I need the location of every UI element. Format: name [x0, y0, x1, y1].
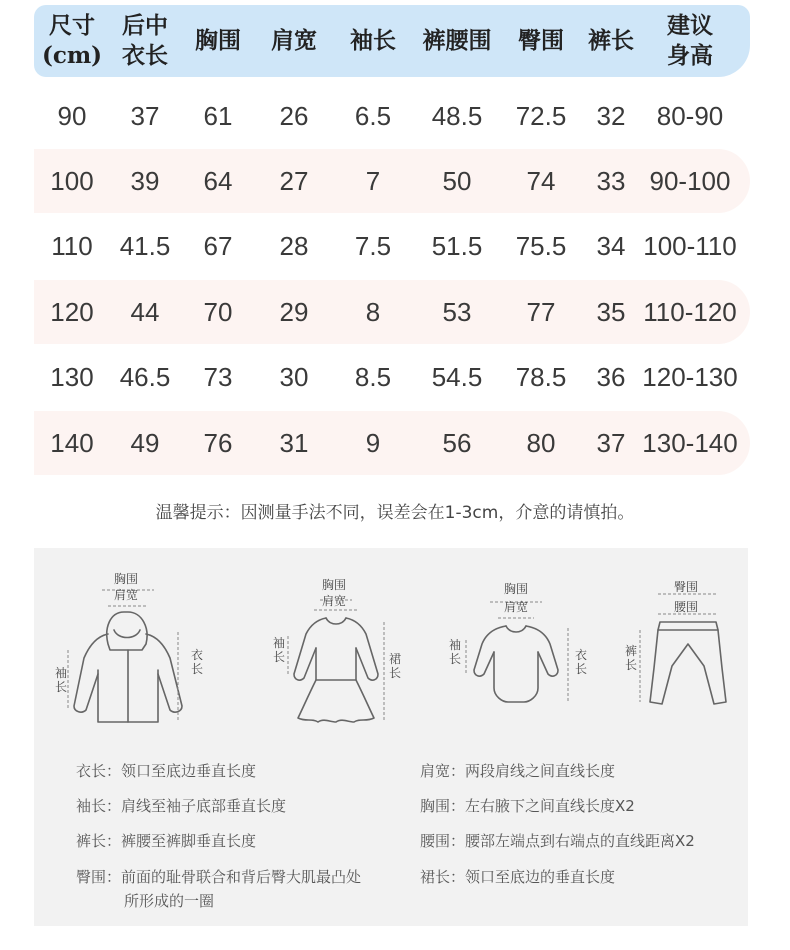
table-cell: 51.5 — [431, 231, 483, 262]
table-cell: 29 — [279, 296, 309, 327]
dress-chest-label: 胸围 — [322, 578, 347, 592]
table-row — [34, 280, 750, 344]
table-cell: 8 — [365, 296, 381, 327]
pants-figure — [624, 578, 734, 728]
romper-chest-label: 胸围 — [504, 582, 529, 596]
table-cell: 35 — [596, 296, 626, 327]
pants-hip-label: 臀围 — [674, 580, 699, 594]
table-cell: 78.5 — [515, 362, 567, 393]
table-cell: 72.5 — [515, 100, 567, 131]
def-left-2: 裤长：裤腰至裤脚垂直长度 — [76, 832, 257, 850]
table-cell: 36 — [596, 362, 626, 393]
romper-shoulder-label: 肩宽 — [504, 600, 529, 614]
table-cell: 56 — [442, 427, 472, 458]
pants-length-label: 裤长 — [624, 644, 637, 672]
dress-figure — [264, 576, 424, 741]
table-cell: 30 — [279, 362, 309, 393]
tip-text: 温馨提示：因测量手法不同，误差会在1-3cm，介意的请慎拍。 — [155, 503, 635, 523]
table-cell: 70 — [203, 296, 233, 327]
table-cell: 64 — [203, 165, 233, 196]
table-cell: 46.5 — [119, 362, 171, 393]
table-cell: 33 — [596, 165, 626, 196]
table-cell: 50 — [442, 165, 472, 196]
table-cell: 27 — [279, 165, 309, 196]
header-pants-waist: 裤腰围 — [422, 27, 492, 54]
table-cell: 49 — [130, 427, 160, 458]
table-cell: 100 — [50, 165, 94, 196]
dress-shoulder-label: 肩宽 — [322, 594, 347, 608]
def-right-1: 胸围：左右腋下之间直线长度X2 — [420, 797, 635, 815]
pants-waist-label: 腰围 — [674, 600, 699, 614]
table-cell: 110 — [51, 231, 93, 262]
table-cell: 76 — [203, 427, 233, 458]
table-cell: 44 — [130, 296, 160, 327]
table-row — [34, 346, 750, 410]
table-cell: 32 — [596, 100, 626, 131]
table-cell: 34 — [596, 231, 626, 262]
def-right-2: 腰围：腰部左端点到右端点的直线距离X2 — [420, 832, 695, 850]
table-cell: 140 — [50, 427, 94, 458]
jacket-sleeve-label: 袖长 — [54, 666, 67, 694]
table-cell: 61 — [203, 100, 233, 131]
table-cell: 31 — [279, 427, 309, 458]
header-sleeve: 袖长 — [350, 27, 396, 54]
table-cell: 100-110 — [643, 231, 737, 262]
def-left-1: 袖长：肩线至袖子底部垂直长度 — [76, 797, 287, 815]
table-cell: 26 — [279, 100, 309, 131]
jacket-chest-label: 胸围 — [114, 572, 139, 586]
table-cell: 73 — [203, 362, 233, 393]
table-cell: 54.5 — [431, 362, 483, 393]
table-cell: 7 — [365, 165, 381, 196]
table-header — [34, 5, 750, 77]
table-cell: 6.5 — [354, 100, 392, 131]
table-cell: 48.5 — [431, 100, 483, 131]
table-cell: 53 — [442, 296, 472, 327]
table-cell: 39 — [130, 165, 160, 196]
table-cell: 77 — [526, 296, 556, 327]
table-cell: 110-120 — [643, 296, 737, 327]
table-cell: 8.5 — [354, 362, 392, 393]
table-row — [34, 84, 750, 148]
table-cell: 74 — [526, 165, 556, 196]
table-cell: 80-90 — [656, 100, 724, 131]
def-right-0: 肩宽：两段肩线之间直线长度 — [420, 762, 616, 780]
table-cell: 7.5 — [354, 231, 392, 262]
romper-figure — [444, 578, 594, 738]
table-cell: 120 — [50, 296, 94, 327]
table-cell: 80 — [526, 427, 556, 458]
header-hip: 臀围 — [518, 27, 564, 54]
jacket-figure — [54, 570, 204, 735]
table-cell: 9 — [365, 427, 381, 458]
jacket-length-label: 衣长 — [190, 648, 203, 676]
table-cell: 75.5 — [515, 231, 567, 262]
romper-sleeve-label: 袖长 — [448, 638, 461, 666]
header-pants-length: 裤长 — [588, 27, 634, 54]
header-height: 建议 身高 — [667, 12, 713, 69]
table-cell: 120-130 — [642, 362, 738, 393]
table-cell: 41.5 — [119, 231, 171, 262]
header-back-length: 后中 衣长 — [122, 12, 168, 69]
dress-sleeve-label: 袖长 — [272, 636, 285, 664]
table-cell: 37 — [596, 427, 626, 458]
header-size: 尺寸 (cm) — [41, 12, 103, 69]
dress-length-label: 裙长 — [388, 652, 401, 680]
table-cell: 90-100 — [649, 165, 731, 196]
table-row — [34, 215, 750, 279]
table-cell: 130-140 — [642, 427, 738, 458]
table-row — [34, 149, 750, 213]
measurement-guide-panel — [34, 548, 748, 926]
table-cell: 28 — [279, 231, 309, 262]
def-left-3: 臀围：前面的耻骨联合和背后臀大肌最凸处 — [76, 868, 362, 886]
table-cell: 37 — [130, 100, 160, 131]
table-cell: 90 — [57, 100, 87, 131]
def-left-0: 衣长：领口至底边垂直长度 — [76, 762, 257, 780]
header-chest: 胸围 — [195, 27, 241, 54]
jacket-shoulder-label: 肩宽 — [114, 588, 139, 602]
header-shoulder: 肩宽 — [271, 27, 317, 54]
table-cell: 67 — [203, 231, 233, 262]
def-right-3: 裙长：领口至底边的垂直长度 — [420, 868, 616, 886]
table-cell: 130 — [50, 362, 94, 393]
def-left-3-cont: 所形成的一圈 — [124, 892, 215, 910]
table-row — [34, 411, 750, 475]
romper-length-label: 衣长 — [574, 648, 587, 676]
